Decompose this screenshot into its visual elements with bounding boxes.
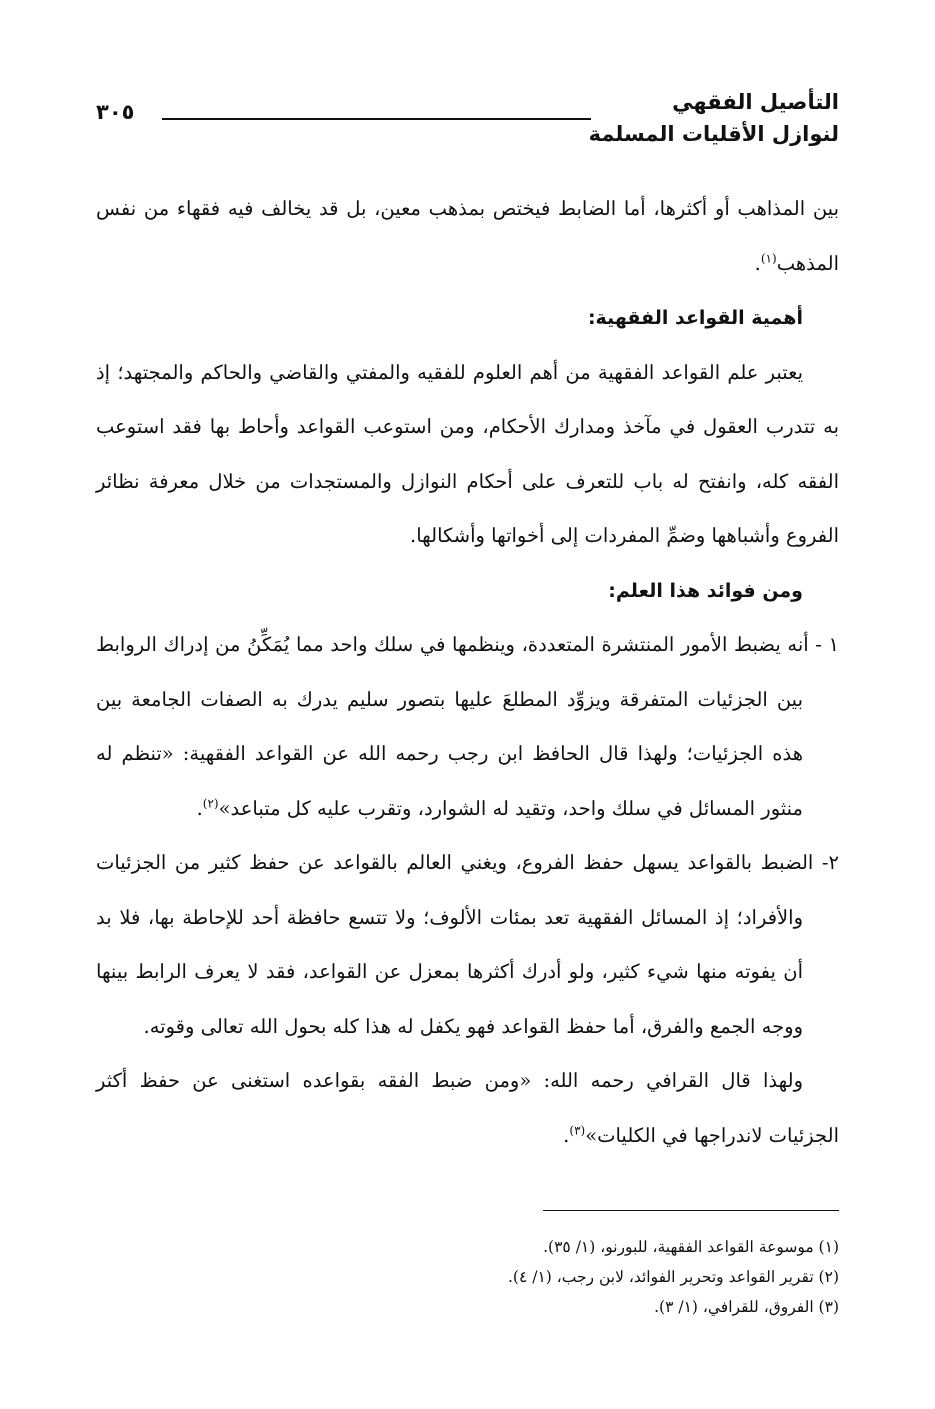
page-number: ٣٠٥: [96, 100, 135, 124]
book-title-line-1: التأصيل الفقهي: [672, 90, 839, 114]
footnote-ref-3: (٣): [569, 1123, 586, 1137]
paragraph-2: يعتبر علم القواعد الفقهية من أهم العلوم للفقيه والمفتي والقاضي والحاكم والمجتهد؛ إذ به تتدرب العقول في مآخذ ومدارك الأحكام، ومن استوعب القواعد وأحاط بها فقد استوعب الفقه كله، وانفتح له باب للتعرف على أحكام النوازل والمستجدات من خلال معرفة نظائر الفروع وأشباهها وضمِّ المفردات إلى أخواتها وأشكالها.: [96, 360, 839, 547]
list-item-2: ٢- الضبط بالقواعد يسهل حفظ الفروع، ويغني العالم بالقواعد عن حفظ كثير من الجزئيات والأفراد؛ إذ المسائل الفقهية تعد بمئات الألوف؛ ولا تتسع حافظة أحد للإحاطة بها، فلا بد أن يفوته منها شيء كثير، ولو أدرك أكثرها بمعزل عن القواعد، فقد لا يعرف الرابط بينها ووجه الجمع والفرق، أما حفظ القواعد فهو يكفل له هذا كله بحول الله تعالى وقوته.: [96, 851, 839, 1038]
paragraph-3: ولهذا قال القرافي رحمه الله: «ومن ضبط الفقه بقواعده استغنى عن حفظ أكثر الجزئيات لاندراجها في الكليات»$^{(٣)}$.: [96, 1069, 839, 1147]
list-item-1: ١ - أنه يضبط الأمور المنتشرة المتعددة، وينظمها في سلك واحد مما يُمَكِّنُ من إدراك الروابط بين الجزئيات المتفرقة ويزوِّد المطلعَ عليها بتصور سليم يدرك به الصفات الجامعة بين هذه الجزئيات؛ ولهذا قال الحافظ ابن رجب رحمه الله عن القواعد الفقهية: «تنظم له منثور المسائل في سلك واحد، وتقيد له الشوارد، وتقرب عليه كل متباعد»$^{(٢)}$.: [96, 633, 839, 820]
footnote-ref-2: (٢): [202, 796, 219, 810]
running-header: [96, 86, 839, 156]
book-title: [589, 86, 839, 150]
main-text: [96, 182, 839, 1163]
book-title-line-2: لنوازل الأقليات المسلمة: [588, 122, 839, 146]
footnote-1: (١) موسوعة القواعد الفقهية، للبورنو، (١/ ٣٥).: [543, 1238, 839, 1256]
footnote-2: (٢) تقرير القواعد وتحرير الفوائد، لابن رجب، (١/ ٤).: [507, 1268, 839, 1286]
section-heading-benefits: ومن فوائد هذا العلم:: [608, 579, 803, 602]
footnote-separator: [543, 1210, 839, 1211]
footnote-3: (٣) الفروق، للقرافي، (١/ ٣).: [654, 1298, 839, 1316]
paragraph-1: بين المذاهب أو أكثرها، أما الضابط فيختص بمذهب معين، بل قد يخالف فيه فقهاء من نفس المذهب$^{(١)}$.: [96, 197, 839, 275]
footnote-ref-1: (١): [760, 251, 777, 265]
section-heading-importance: أهمية القواعد الفقهية:: [587, 307, 803, 329]
footnotes: [96, 1232, 839, 1322]
header-rule: [162, 118, 591, 120]
